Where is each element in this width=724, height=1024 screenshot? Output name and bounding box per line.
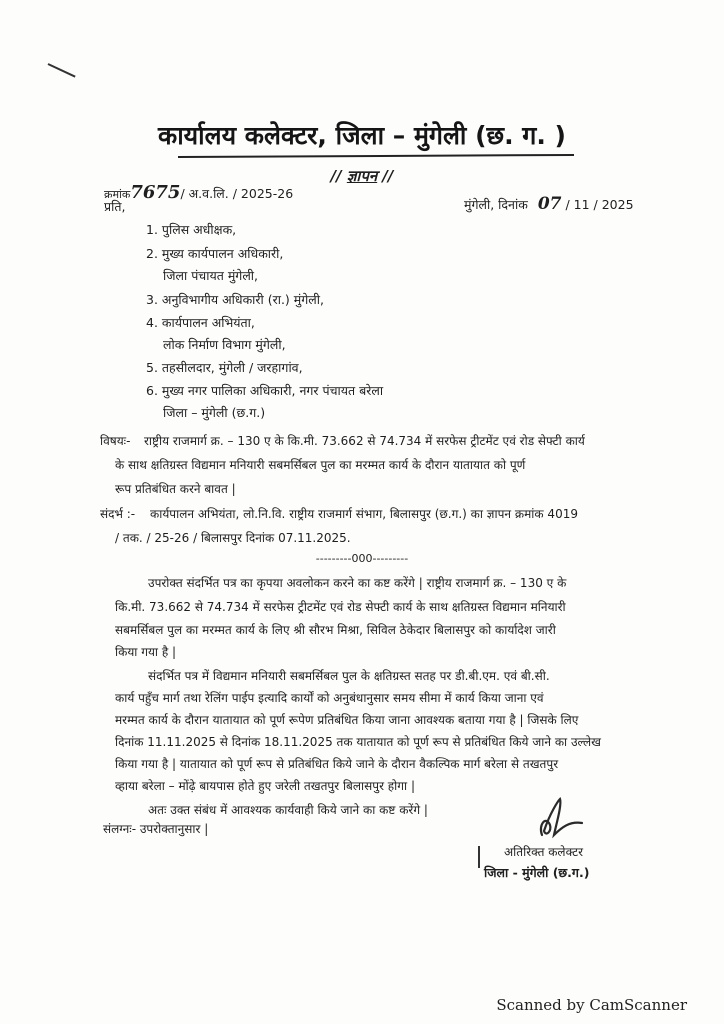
kramank-rest: / अ.व.लि. / 2025-26: [180, 186, 294, 201]
para1-line-2: कि.मी. 73.662 से 74.734 में सरफेस ट्रीटमेंट एवं रोड सेफ्टी कार्य के साथ क्षतिग्रस्त विद्यमान मनियारी: [115, 600, 566, 614]
signature-stroke: [478, 846, 480, 868]
recipient-2: 2. मुख्य कार्यपालन अधिकारी,: [146, 246, 284, 261]
title-underline: [178, 154, 574, 158]
office-title: कार्यालय कलेक्टर, जिला – मुंगेली (छ. ग. ): [158, 121, 566, 150]
para1-line-4: किया गया है |: [115, 645, 177, 659]
reference-line-2: / तक. / 25-26 / बिलासपुर दिनांक 07.11.2025.: [115, 531, 351, 545]
signatory-district: जिला - मुंगेली (छ.ग.): [484, 865, 590, 880]
date-line: [464, 194, 634, 214]
reference-line-1: कार्यपालन अभियंता, लो.नि.वि. राष्ट्रीय राजमार्ग संभाग, बिलासपुर (छ.ग.) का ज्ञापन क्रमांक 4019: [150, 507, 578, 521]
para1-line-3: सबमर्सिबल पुल का मरम्मत कार्य के लिए श्री सौरभ मिश्रा, सिविल ठेकेदार बिलासपुर को कार्यादेश जारी: [115, 623, 556, 637]
recipient-1: 1. पुलिस अधीक्षक,: [146, 222, 237, 237]
date-rest: / 11 / 2025: [565, 197, 634, 212]
subject-line-3: रूप प्रतिबंधित करने बावत |: [115, 482, 236, 496]
subject-line-1: राष्ट्रीय राजमार्ग क्र. – 130 ए के कि.मी. 73.662 से 74.734 में सरफेस ट्रीटमेंट एवं रोड सेफ्टी कार्य: [144, 434, 585, 448]
signature-mark: [528, 795, 588, 840]
recipient-5: 5. तहसीलदार, मुंगेली / जरहागांव,: [146, 360, 303, 375]
subject-line-2: के साथ क्षतिग्रस्त विद्यमान मनियारी सबमर्सिबल पुल का मरम्मत कार्य के दौरान यातायात को पूर्ण: [115, 458, 526, 472]
para2-line-2: कार्य पहुँच मार्ग तथा रेलिंग पाईप इत्यादि कार्यों को अनुबंधानुसार समय सीमा में कार्य किया जाना एवं: [115, 691, 544, 705]
para2-line-3: मरम्मत कार्य के दौरान यातायात को पूर्ण रूपेण प्रतिबंधित किया जाना आवश्यक बताया गया है | जिसके लिए: [115, 713, 579, 727]
kramank-line: [104, 182, 293, 203]
para1-line-1: उपरोक्त संदर्भित पत्र का कृपया अवलोकन करने का कष्ट करेंगे | राष्ट्रीय राजमार्ग क्र. – 130 ए के: [148, 576, 567, 590]
subject-label: विषयः-: [100, 434, 131, 448]
pen-mark: [48, 63, 76, 77]
scanner-watermark: Scanned by CamScanner: [496, 996, 687, 1014]
para2-line-4: दिनांक 11.11.2025 से दिनांक 18.11.2025 तक यातायात को पूर्ण रूप से प्रतिबंधित किये जाने का उल्लेख: [115, 735, 601, 749]
prati-label: प्रति,: [104, 199, 126, 214]
kramank-label: क्रमांक: [104, 188, 131, 201]
date-prefix: मुंगेली, दिनांक: [464, 197, 528, 212]
recipient-4: 4. कार्यपालन अभियंता,: [146, 315, 255, 330]
recipient-6-sub: जिला – मुंगेली (छ.ग.): [163, 405, 266, 420]
para2-line-5: किया गया है | यातायात को पूर्ण रूप से प्रतिबंधित किये जाने के दौरान वैकल्पिक मार्ग बरेला से तखतपुर: [115, 757, 559, 771]
separator: ---------000---------: [315, 552, 409, 565]
para2-line-1: संदर्भित पत्र में विद्यमान मनियारी सबमर्सिबल पुल के क्षतिग्रस्त सतह पर डी.बी.एम. एवं बी.सी.: [148, 669, 550, 683]
memo-suffix: //: [382, 167, 394, 185]
para3: अतः उक्त संबंध में आवश्यक कार्यवाही किये जाने का कष्ट करेंगे |: [148, 803, 428, 817]
recipient-6: 6. मुख्य नगर पालिका अधिकारी, नगर पंचायत बरेला: [146, 383, 384, 398]
kramank-number: 7675: [130, 182, 181, 203]
date-day: 07: [537, 194, 562, 214]
memo-prefix: //: [330, 167, 342, 185]
recipient-4-sub: लोक निर्माण विभाग मुंगेली,: [163, 337, 286, 352]
recipient-2-sub: जिला पंचायत मुंगेली,: [163, 268, 259, 283]
enclosure-note: संलग्नः- उपरोक्तानुसार |: [103, 822, 209, 836]
memo-word: ज्ञापन: [346, 167, 378, 185]
signatory-designation: अतिरिक्त कलेक्टर: [504, 845, 584, 859]
reference-label: संदर्भ :-: [100, 507, 136, 521]
recipient-3: 3. अनुविभागीय अधिकारी (रा.) मुंगेली,: [146, 292, 324, 307]
para2-line-6: व्हाया बरेला – मोंढ़े बायपास होते हुए जरेली तखतपुर बिलासपुर होगा |: [115, 779, 416, 793]
